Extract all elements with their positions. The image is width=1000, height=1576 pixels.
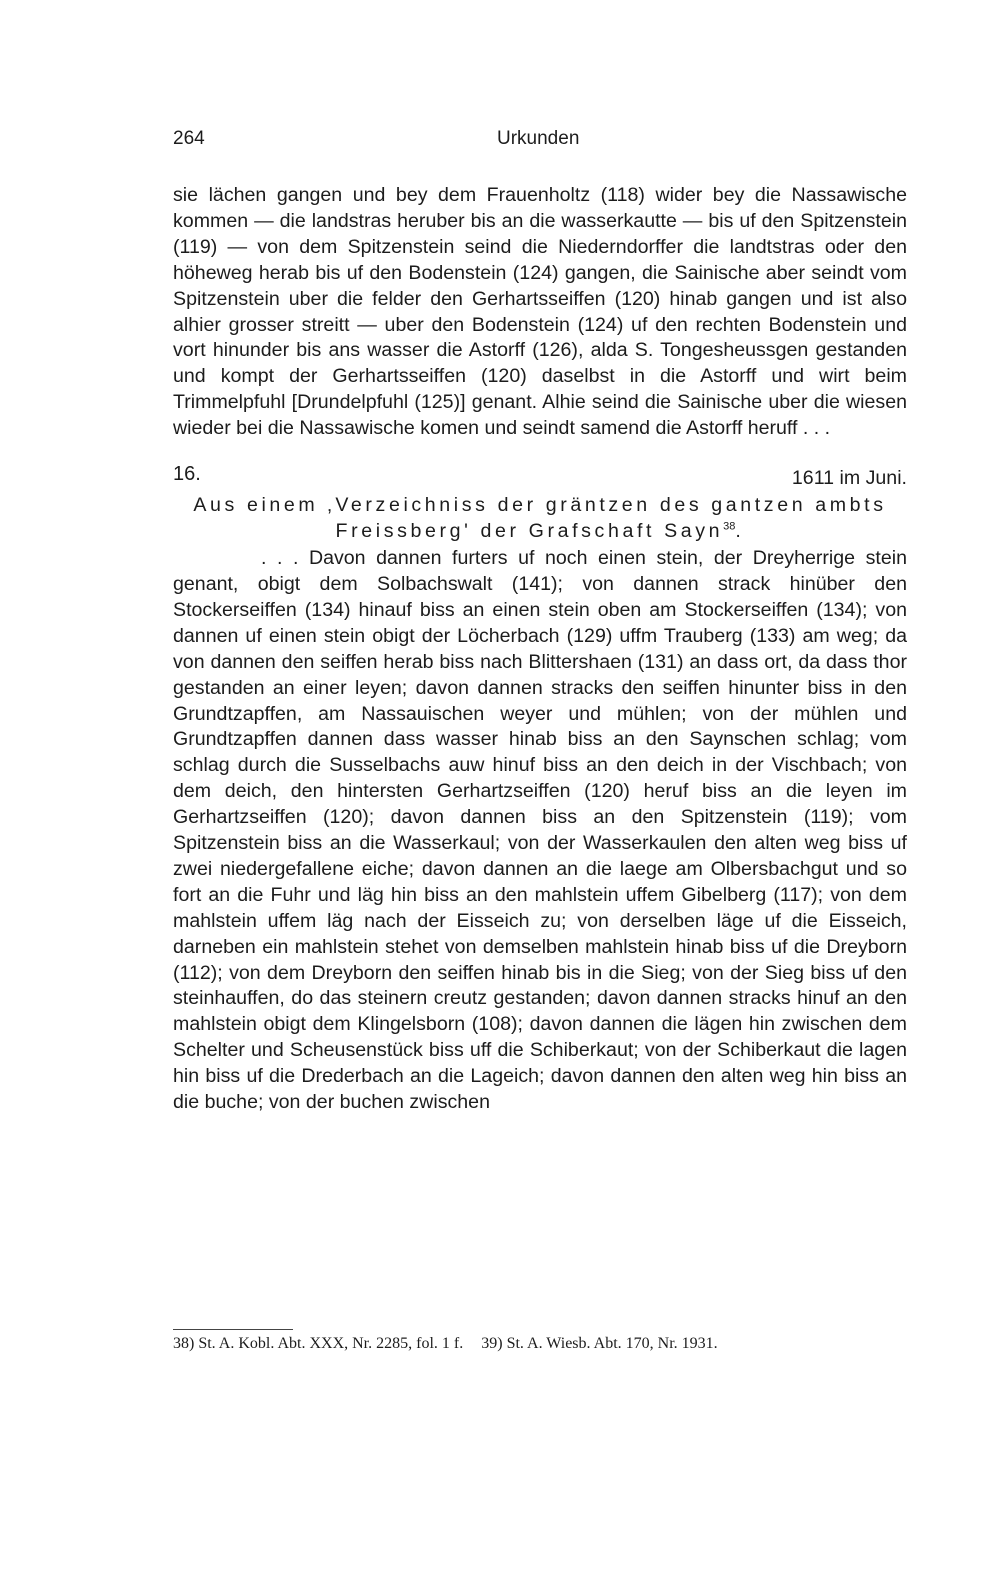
document-page (173, 0, 907, 1576)
footnote-ref-38[interactable]: 38 (723, 520, 736, 533)
document-title-end: . (735, 520, 745, 543)
footnote-39: 39) St. A. Wiesb. Abt. 170, Nr. 1931. (481, 1335, 718, 1352)
document-text: . . . Davon dannen furters uf noch einen stein, der Dreyherrige stein genant, obigt dem Solbachswalt (141); von dannen strack hinüber den Stockerseiffen (134) hinauf biss an einen stein oben am Stockerseiffen (134); von dannen uf einen stein obigt der Löcherbach (129) uffm Trauberg (133) am weg; da von dannen den seiffen herab biss nach Blittershaen (131) an dass ort, da dass thor gestanden an einer leyen; davon dannen stracks den seiffen hinunter biss in den Grundtzapffen, am Nassauischen weyer und mühlen; von der mühlen und Grundtzapffen dannen dass wasser hinab biss an den Saynschen schlag; vom schlag durch die Susselbachs auw hinuf biss an den deich in der Vischbach; von dem deich, den hintersten Gerhartzseiffen (120) heruf biss an die leyen im Gerhartzseiffen (120); davon dannen biss an den Spitzenstein (119); vom Spitzenstein biss an die Wasserkaul; von der Wasserkaulen den alten weg biss uf zwei niedergefallene eiche; davon dannen an die laege am Olbersbachgut und so fort an die Fuhr und läg hin biss an den mahlstein uffem Gibelberg (117); von dem mahlstein uffem läg nach der Eisseich zu; von derselben läge uf die Eisseich, darneben ein mahlstein stehet von demselben mahlstein hinab biss uf die Dreyborn (112); von dem Dreyborn den seiffen hinab bis in die Sieg; von der Sieg biss uf den steinhauffen, do das steinern creutz gestanden; davon dannen stracks hinuf an den mahlstein obigt dem Klingelsborn (108); davon dannen die lägen hin zwischen dem Schelter und Scheusenstück biss uff die Schiberkaut; von der Schiberkaut die lagen hin biss uf die Drederbach an die Lageich; davon dannen den alten weg hin biss an die buche; von der buchen zwischen (173, 547, 907, 1114)
footnote-38: 38) St. A. Kobl. Abt. XXX, Nr. 2285, fol. 1 f. (173, 1335, 464, 1352)
footnotes (173, 1335, 907, 1353)
document-number: 16. (173, 463, 201, 486)
body-text (173, 183, 907, 1116)
document-title (173, 492, 907, 544)
document-heading (173, 462, 907, 492)
continuation-paragraph: sie lächen gangen und bey dem Frauenholtz (118) wider bey die Nassawische kommen — die landstras heruber bis an die wasserkautte — bis uf den Spitzenstein (119) — von dem Spitzenstein seind die Niederndorffer die landtstras oder den höheweg herab bis uf den Bodenstein (124) gangen, die Sainische aber seindt vom Spitzenstein uber die felder den Gerhartsseiffen (120) hinab gangen und ist also alhier grosser streitt — uber den Bodenstein (124) uf den rechten Bodenstein und vort hinunder bis ans wasser die Astorff (126), alda S. Tongesheussgen gestanden und kompt der Gerhartsseiffen (120) daselbst in die Astorff und wirt beim Trimmelpfuhl [Drundelpfuhl (125)] genant. Alhie seind die Sainische uber die wiesen wieder bei die Nassawische komen und seindt samend die Astorff heruff . . . (173, 184, 907, 440)
running-title: Urkunden (497, 128, 580, 149)
running-head (173, 128, 907, 152)
footnote-divider (173, 1329, 293, 1330)
page-number: 264 (173, 128, 205, 149)
document-title-text: Aus einem ‚Verzeichniss der gräntzen des gantzen ambts Freissberg' der Grafschaft Sayn (193, 494, 887, 543)
document-date: 1611 im Juni. (791, 467, 907, 490)
